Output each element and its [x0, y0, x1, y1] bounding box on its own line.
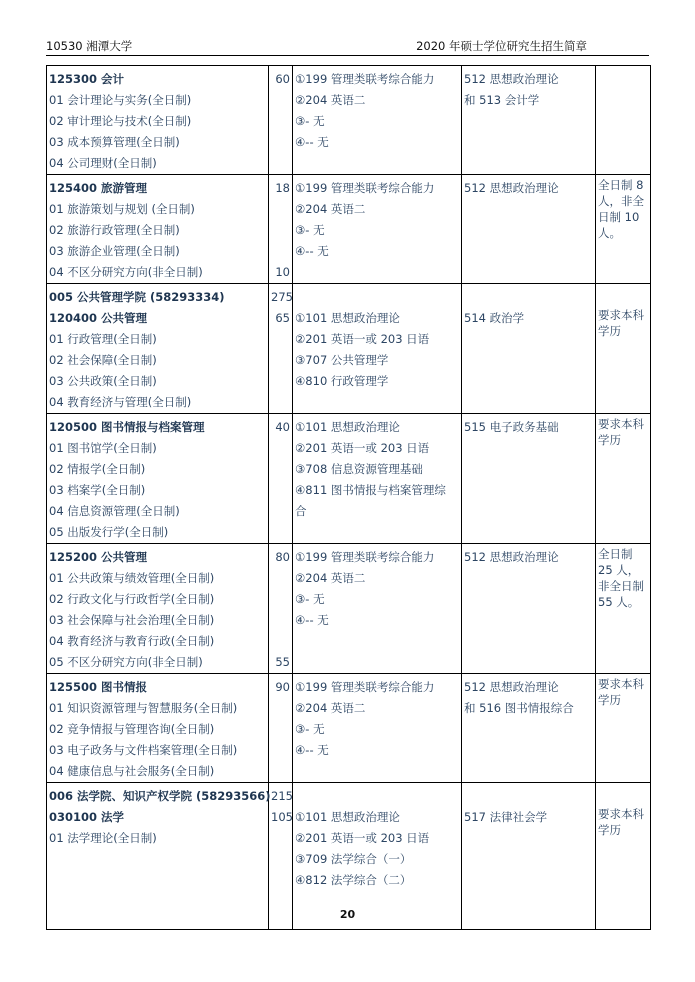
quota-value: 105 — [271, 810, 293, 824]
exam-subject: ②204 英语二 — [295, 571, 366, 585]
remarks-cell — [596, 284, 651, 414]
quota-value — [271, 350, 290, 371]
table-row — [47, 544, 651, 674]
program-direction: 04 教育经济与教育行政(全日制) — [49, 634, 215, 648]
program-heading: 125500 图书情报 — [49, 680, 148, 694]
remarks-cell — [596, 544, 651, 674]
quota-value — [271, 828, 290, 849]
program-direction: 04 健康信息与社会服务(全日制) — [49, 764, 215, 778]
program-direction: 01 知识资源管理与智慧服务(全日制) — [49, 701, 238, 715]
exam-subject — [295, 786, 459, 807]
program-direction: 01 行政管理(全日制) — [49, 332, 157, 346]
quota-cell — [269, 175, 293, 284]
quota-value: 55 — [275, 655, 290, 669]
page-header — [46, 37, 649, 56]
quota-value — [271, 132, 290, 153]
retest-subject: 和 516 图书情报综合 — [464, 701, 574, 715]
exam-subject: ④811 图书情报与档案管理综 — [295, 483, 446, 497]
table-row — [47, 674, 651, 783]
program-direction: 03 旅游企业管理(全日制) — [49, 244, 180, 258]
program-direction: 03 档案学(全日制) — [49, 483, 146, 497]
quota-value — [271, 631, 290, 652]
exam-subject: ④-- 无 — [295, 135, 329, 149]
retest-subject — [464, 786, 593, 807]
retest-subject: 和 513 会计学 — [464, 93, 540, 107]
quota-value: 90 — [275, 680, 290, 694]
quota-value: 65 — [275, 311, 290, 325]
program-direction: 05 不区分研究方向(非全日制) — [49, 655, 203, 669]
program-heading: 125400 旅游管理 — [49, 181, 148, 195]
program-cell — [47, 414, 269, 544]
quota-value — [271, 761, 290, 782]
remark-text: 要求本科学历 — [598, 417, 644, 447]
quota-value — [271, 199, 290, 220]
exam-subjects-cell — [293, 284, 462, 414]
quota-value — [271, 438, 290, 459]
quota-value — [271, 740, 290, 761]
program-cell — [47, 175, 269, 284]
page-number: 20 — [339, 908, 356, 921]
table-row — [47, 66, 651, 175]
exam-subject: ④-- 无 — [295, 613, 329, 627]
exam-subject: ④812 法学综合（二） — [295, 873, 412, 887]
exam-subject: ①199 管理类联考综合能力 — [295, 680, 435, 694]
quota-value — [271, 522, 290, 543]
remark-text: 要求本科学历 — [598, 308, 644, 338]
program-cell — [47, 284, 269, 414]
remark-text: 全日制 25 人，非全日制 55 人。 — [598, 547, 644, 609]
program-heading: 005 公共管理学院 (58293334) — [49, 290, 225, 304]
exam-subjects-cell — [293, 544, 462, 674]
exam-subject: ③- 无 — [295, 592, 325, 606]
exam-subjects-cell — [293, 674, 462, 783]
program-direction: 04 教育经济与管理(全日制) — [49, 395, 192, 409]
remark-text: 全日制 8 人，非全日制 10 人。 — [598, 178, 644, 240]
program-direction: 02 情报学(全日制) — [49, 462, 146, 476]
quota-cell — [269, 284, 293, 414]
program-heading: 120500 图书情报与档案管理 — [49, 420, 205, 434]
quota-value: 80 — [275, 550, 290, 564]
program-direction: 02 竞争情报与管理咨询(全日制) — [49, 722, 215, 736]
admissions-table — [46, 65, 651, 930]
program-direction: 01 法学理论(全日制) — [49, 831, 157, 845]
exam-subject: ②201 英语一或 203 日语 — [295, 441, 430, 455]
exam-subjects-cell — [293, 175, 462, 284]
table-row — [47, 175, 651, 284]
quota-value: 18 — [275, 181, 290, 195]
program-cell — [47, 674, 269, 783]
remarks-cell — [596, 66, 651, 175]
quota-value — [271, 111, 290, 132]
quota-value — [271, 241, 290, 262]
quota-value — [271, 371, 290, 392]
program-direction: 01 旅游策划与规划 (全日制) — [49, 202, 195, 216]
retest-subjects-cell — [462, 414, 596, 544]
program-direction: 04 公司理财(全日制) — [49, 156, 157, 170]
program-heading: 030100 法学 — [49, 810, 125, 824]
exam-subject: ①101 思想政治理论 — [295, 810, 400, 824]
program-direction: 01 公共政策与绩效管理(全日制) — [49, 571, 215, 585]
header-university: 10530 湘潭大学 — [46, 39, 133, 53]
quota-value — [271, 589, 290, 610]
quota-value: 10 — [275, 265, 290, 279]
program-heading: 006 法学院、知识产权学院 (58293566) — [49, 789, 271, 803]
exam-subject: ①199 管理类联考综合能力 — [295, 72, 435, 86]
quota-value — [271, 90, 290, 111]
exam-subject: ③- 无 — [295, 114, 325, 128]
exam-subject: ④-- 无 — [295, 244, 329, 258]
program-direction: 01 会计理论与实务(全日制) — [49, 93, 192, 107]
remark-text: 要求本科学历 — [598, 807, 644, 837]
exam-subjects-cell — [293, 66, 462, 175]
retest-subjects-cell — [462, 674, 596, 783]
program-direction: 02 行政文化与行政哲学(全日制) — [49, 592, 215, 606]
exam-subject: ③708 信息资源管理基础 — [295, 462, 423, 476]
retest-subjects-cell — [462, 175, 596, 284]
program-direction: 03 成本预算管理(全日制) — [49, 135, 180, 149]
program-direction: 03 公共政策(全日制) — [49, 374, 157, 388]
program-direction: 04 不区分研究方向(非全日制) — [49, 265, 203, 279]
quota-value — [271, 329, 290, 350]
exam-subject: ①101 思想政治理论 — [295, 311, 400, 325]
retest-subjects-cell — [462, 544, 596, 674]
exam-subject: ②204 英语二 — [295, 93, 366, 107]
quota-cell — [269, 414, 293, 544]
quota-value — [271, 220, 290, 241]
program-heading: 125300 会计 — [49, 72, 125, 86]
quota-value — [271, 698, 290, 719]
program-direction: 01 图书馆学(全日制) — [49, 441, 157, 455]
quota-value: 215 — [271, 789, 293, 803]
program-heading: 125200 公共管理 — [49, 550, 148, 564]
exam-subject: ④810 行政管理学 — [295, 374, 389, 388]
header-title: 2020 年硕士学位研究生招生简章 — [416, 39, 587, 53]
exam-subject: ①199 管理类联考综合能力 — [295, 181, 435, 195]
quota-value: 40 — [275, 420, 290, 434]
quota-value — [271, 459, 290, 480]
program-direction: 04 信息资源管理(全日制) — [49, 504, 180, 518]
exam-subject: ②204 英语二 — [295, 701, 366, 715]
retest-subjects-cell — [462, 66, 596, 175]
retest-subject: 515 电子政务基础 — [464, 420, 559, 434]
exam-subject: ③709 法学综合（一） — [295, 852, 412, 866]
exam-subject — [295, 287, 459, 308]
exam-subject: ①199 管理类联考综合能力 — [295, 550, 435, 564]
remarks-cell — [596, 414, 651, 544]
table-row — [47, 414, 651, 544]
program-direction: 02 审计理论与技术(全日制) — [49, 114, 192, 128]
program-direction: 03 电子政务与文件档案管理(全日制) — [49, 743, 238, 757]
retest-subjects-cell — [462, 284, 596, 414]
retest-subject: 512 思想政治理论 — [464, 550, 559, 564]
program-cell — [47, 66, 269, 175]
quota-value — [271, 153, 290, 174]
retest-subject — [464, 287, 593, 308]
quota-value — [271, 719, 290, 740]
quota-cell — [269, 544, 293, 674]
program-cell — [47, 544, 269, 674]
program-direction: 03 社会保障与社会治理(全日制) — [49, 613, 215, 627]
program-direction: 05 出版发行学(全日制) — [49, 525, 169, 539]
remarks-cell — [596, 674, 651, 783]
quota-value — [271, 501, 290, 522]
table-row — [47, 284, 651, 414]
exam-subject: 合 — [295, 504, 307, 518]
retest-subject: 512 思想政治理论 — [464, 181, 559, 195]
quota-value: 60 — [275, 72, 290, 86]
quota-value — [271, 480, 290, 501]
quota-value: 275 — [271, 290, 293, 304]
exam-subject: ③707 公共管理学 — [295, 353, 389, 367]
exam-subject: ①101 思想政治理论 — [295, 420, 400, 434]
quota-cell — [269, 674, 293, 783]
exam-subject: ②201 英语一或 203 日语 — [295, 332, 430, 346]
exam-subject: ②204 英语二 — [295, 202, 366, 216]
program-heading: 120400 公共管理 — [49, 311, 148, 325]
exam-subject: ②201 英语一或 203 日语 — [295, 831, 430, 845]
remarks-cell — [596, 175, 651, 284]
quota-value — [271, 392, 290, 413]
remark-text: 要求本科学历 — [598, 677, 644, 707]
retest-subject: 517 法律社会学 — [464, 810, 548, 824]
program-direction: 02 社会保障(全日制) — [49, 353, 157, 367]
exam-subject: ④-- 无 — [295, 743, 329, 757]
exam-subject: ③- 无 — [295, 722, 325, 736]
quota-value — [271, 610, 290, 631]
exam-subjects-cell — [293, 414, 462, 544]
program-direction: 02 旅游行政管理(全日制) — [49, 223, 180, 237]
exam-subject: ③- 无 — [295, 223, 325, 237]
retest-subject: 512 思想政治理论 — [464, 680, 559, 694]
retest-subject: 514 政治学 — [464, 311, 525, 325]
quota-cell — [269, 66, 293, 175]
quota-value — [271, 568, 290, 589]
retest-subject: 512 思想政治理论 — [464, 72, 559, 86]
